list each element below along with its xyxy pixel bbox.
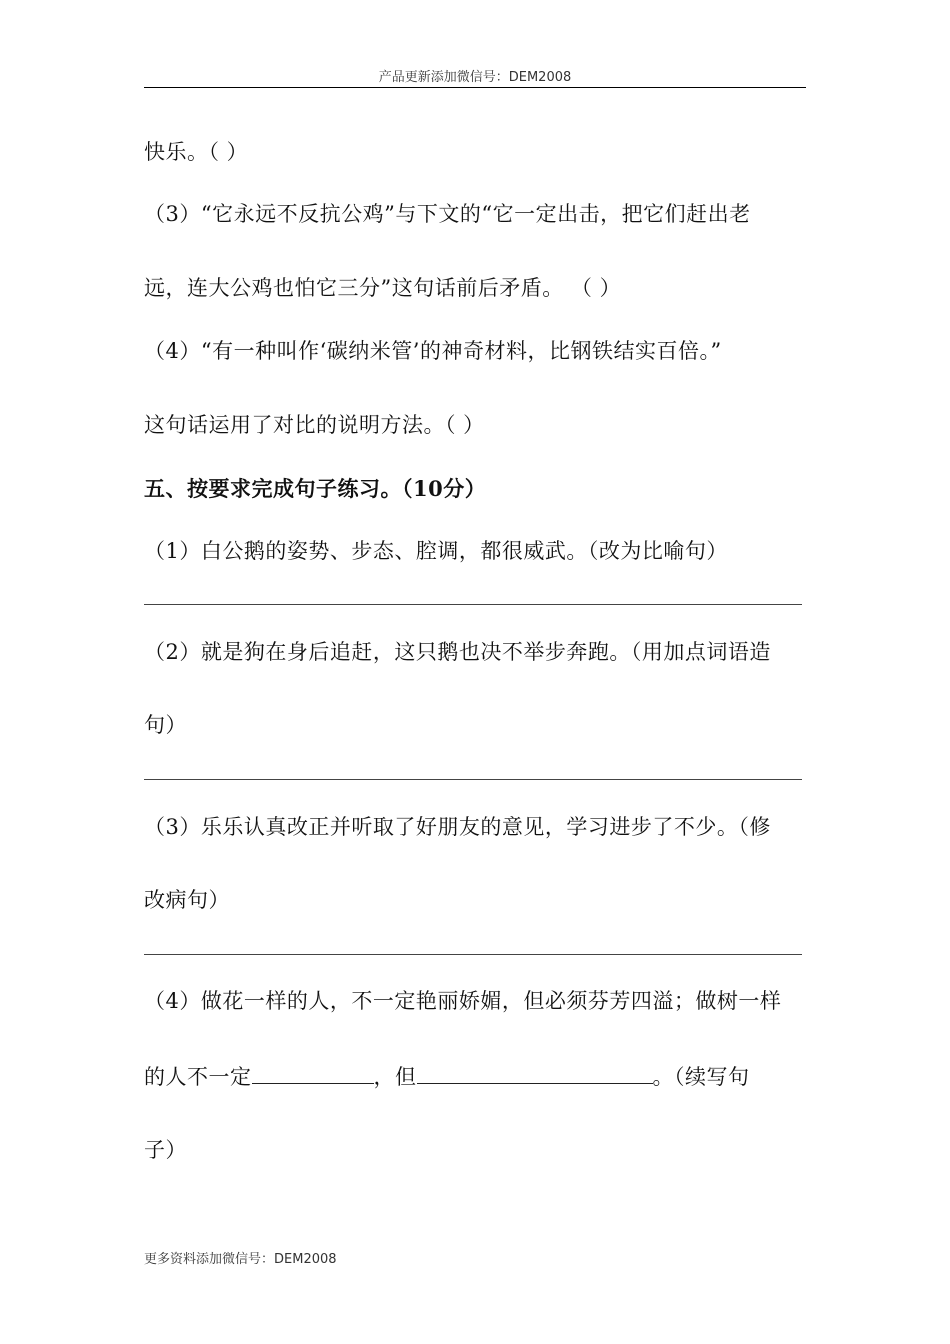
page-header: 产品更新添加微信号：DEM2008 — [378, 70, 572, 85]
answer-line-3[interactable] — [144, 954, 802, 955]
question-2: （2）就是狗在身后追赶，这只鹅也决不举步奔跑。（用加点词语造 — [144, 640, 771, 664]
answer-line-1[interactable] — [144, 604, 802, 605]
section-title: 五、按要求完成句子练习。（10分） — [144, 476, 487, 501]
fill-blank-1[interactable] — [252, 1061, 374, 1084]
text-span: 的人不一定 — [144, 1065, 252, 1089]
question-3: （3）乐乐认真改正并听取了好朋友的意见，学习进步了不少。（修 — [144, 815, 771, 839]
page-footer: 更多资料添加微信号：DEM2008 — [144, 1252, 337, 1267]
answer-line-2[interactable] — [144, 779, 802, 780]
question-4-cont — [144, 1061, 806, 1091]
question-2-cont: 句） — [144, 713, 187, 737]
text-line: （3）“它永远不反抗公鸡”与下文的“它一定出击，把它们赶出老 — [144, 202, 751, 226]
text-line: 快乐。（ ） — [144, 140, 249, 164]
question-3-cont: 改病句） — [144, 888, 230, 912]
text-line: 这句话运用了对比的说明方法。（ ） — [144, 413, 485, 437]
question-1: （1）白公鹅的姿势、步态、腔调，都很威武。（改为比喻句） — [144, 539, 728, 563]
text-line: 远，连大公鸡也怕它三分”这句话前后矛盾。 （ ） — [144, 276, 622, 300]
text-span: ，但 — [373, 1065, 417, 1089]
question-4: （4）做花一样的人，不一定艳丽娇媚，但必须芬芳四溢；做树一样 — [144, 989, 782, 1013]
fill-blank-2[interactable] — [417, 1061, 653, 1084]
text-line: （4）“有一种叫作‘碳纳米管’的神奇材料，比钢铁结实百倍。” — [144, 339, 722, 363]
question-4-end: 子） — [144, 1138, 187, 1162]
header-rule — [144, 87, 806, 88]
text-span: 。（续写句 — [652, 1065, 750, 1089]
